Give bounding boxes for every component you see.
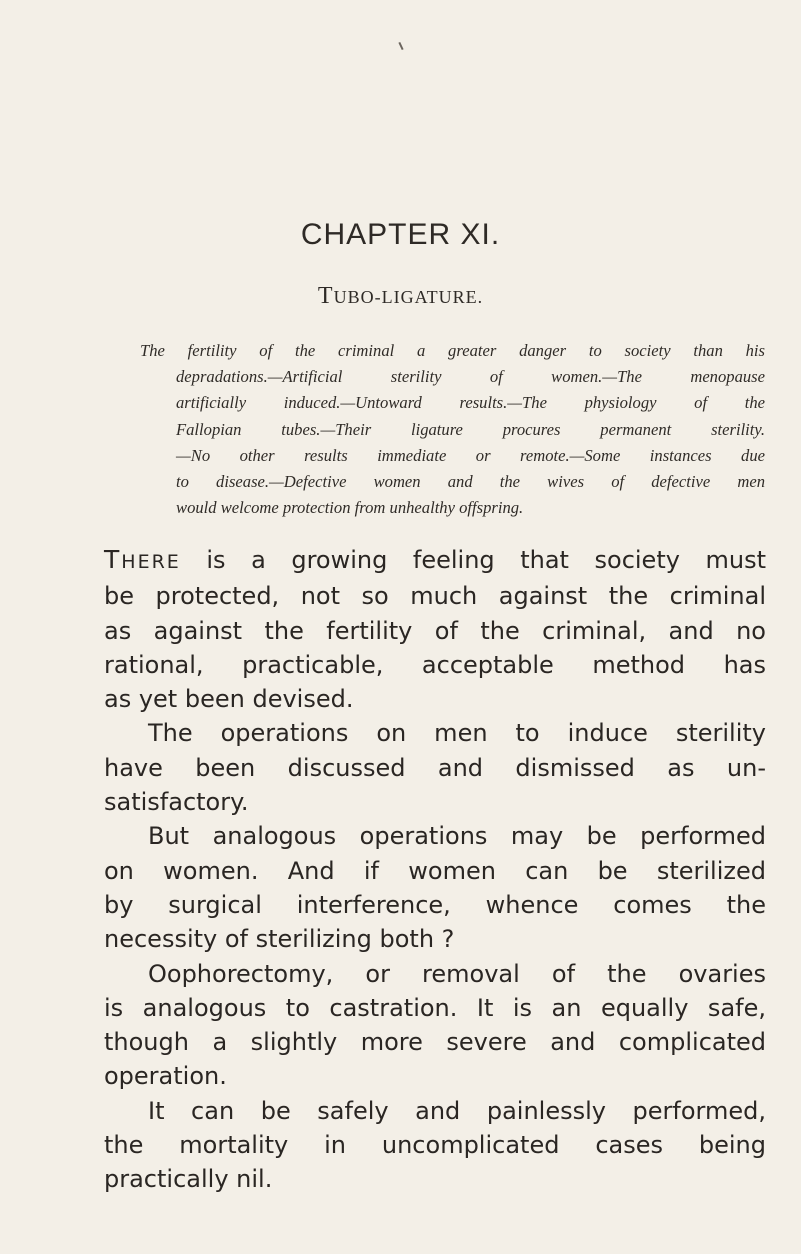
chapter-heading: CHAPTER XI. xyxy=(300,218,501,251)
synopsis-line: —No other results immediate or remote.—Some instances due xyxy=(176,445,765,465)
body-line: rational, practicable, acceptable method has xyxy=(104,650,766,679)
body-line: the mortality in uncomplicated cases being xyxy=(104,1131,766,1160)
chapter-synopsis xyxy=(140,338,765,521)
stray-mark xyxy=(398,42,403,50)
synopsis-line: would welcome protection from unhealthy offspring. xyxy=(176,498,524,518)
synopsis-line: Fallopian tubes.—Their ligature procures permanent sterility. xyxy=(176,419,765,439)
body-line: by surgical interference, whence comes the xyxy=(104,890,766,919)
body-line: practically nil. xyxy=(104,1165,273,1194)
body-line: operation. xyxy=(104,1062,227,1091)
body-line: necessity of sterilizing both ? xyxy=(104,925,455,954)
body-line: The operations on men to induce sterility xyxy=(148,719,766,748)
body-line: It can be safely and painlessly performed, xyxy=(148,1096,766,1125)
first-line-rest: is a growing feeling that society must xyxy=(180,546,766,574)
body-text xyxy=(104,543,766,1197)
body-line: be protected, not so much against the criminal xyxy=(104,582,766,611)
synopsis-line: to disease.—Defective women and the wives of defective men xyxy=(176,472,765,492)
body-line: though a slightly more severe and complicated xyxy=(104,1028,766,1057)
body-line: But analogous operations may be performed xyxy=(148,822,766,851)
body-line: on women. And if women can be sterilized xyxy=(104,856,766,885)
title-initial: T xyxy=(317,283,334,309)
small-caps-word: HERE xyxy=(121,551,181,573)
drop-initial: T xyxy=(104,545,122,574)
body-line-first xyxy=(104,543,766,579)
body-line: as yet been devised. xyxy=(104,685,354,714)
body-line: Oophorectomy, or removal of the ovaries xyxy=(148,959,766,988)
chapter-title xyxy=(0,283,801,310)
title-rest: UBO-LIGATURE. xyxy=(333,287,484,307)
synopsis-line: depradations.—Artificial sterility of women.—The menopause xyxy=(176,367,765,387)
body-line: as against the fertility of the criminal, and no xyxy=(104,616,766,645)
synopsis-line: artificially induced.—Untoward results.—The physiology of the xyxy=(176,393,765,413)
body-line: have been discussed and dismissed as un- xyxy=(104,753,766,782)
body-line: satisfactory. xyxy=(104,788,249,817)
body-line: is analogous to castration. It is an equally safe, xyxy=(104,993,766,1022)
synopsis-line: The fertility of the criminal a greater danger to society than his xyxy=(140,341,765,360)
